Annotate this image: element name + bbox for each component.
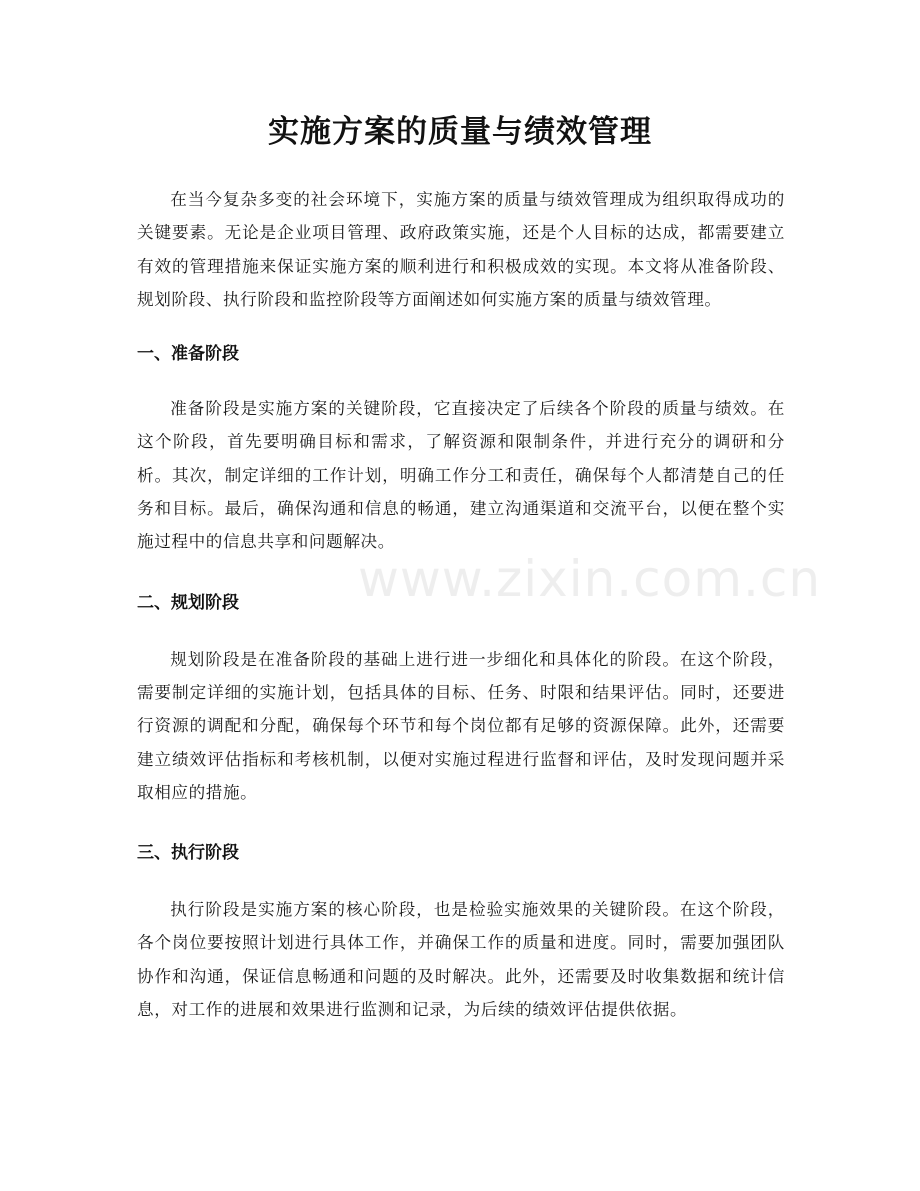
- section-heading-planning: 二、规划阶段: [137, 592, 239, 613]
- section-heading-execution: 三、执行阶段: [137, 843, 239, 864]
- document-title: 实施方案的质量与绩效管理: [268, 114, 652, 150]
- section-body-execution: 执行阶段是实施方案的核心阶段，也是检验实施效果的关键阶段。在这个阶段，各个岗位要按照计划进行具体工作，并确保工作的质量和进度。同时，需要加强团队协作和沟通，保证信息畅通和问题的及时解决。此外，还需要及时收集数据和统计信息，对工作的进展和效果进行监测和记录，为后续的绩效评估提供依据。: [137, 900, 785, 1020]
- document-body: [137, 183, 822, 1026]
- section-body-planning: 规划阶段是在准备阶段的基础上进行进一步细化和具体化的阶段。在这个阶段，需要制定详细的实施计划，包括具体的目标、任务、时限和结果评估。同时，还要进行资源的调配和分配，确保每个环节和每个岗位都有足够的资源保障。此外，还需要建立绩效评估指标和考核机制，以便对实施过程进行监督和评估，及时发现问题并采取相应的措施。: [137, 649, 785, 802]
- intro-paragraph: 在当今复杂多变的社会环境下，实施方案的质量与绩效管理成为组织取得成功的关键要素。无论是企业项目管理、政府政策实施，还是个人目标的达成，都需要建立有效的管理措施来保证实施方案的顺利进行和积极成效的实现。本文将从准备阶段、规划阶段、执行阶段和监控阶段等方面阐述如何实施方案的质量与绩效管理。: [137, 190, 785, 309]
- section-heading-preparation: 一、准备阶段: [137, 344, 239, 365]
- watermark-text: www.zixin.com.cn: [358, 550, 822, 608]
- section-body-preparation: 准备阶段是实施方案的关键阶段，它直接决定了后续各个阶段的质量与绩效。在这个阶段，首先要明确目标和需求，了解资源和限制条件，并进行充分的调研和分析。其次，制定详细的工作计划，明确工作分工和责任，确保每个人都清楚自己的任务和目标。最后，确保沟通和信息的畅通，建立沟通渠道和交流平台，以便在整个实施过程中的信息共享和问题解决。: [137, 399, 785, 552]
